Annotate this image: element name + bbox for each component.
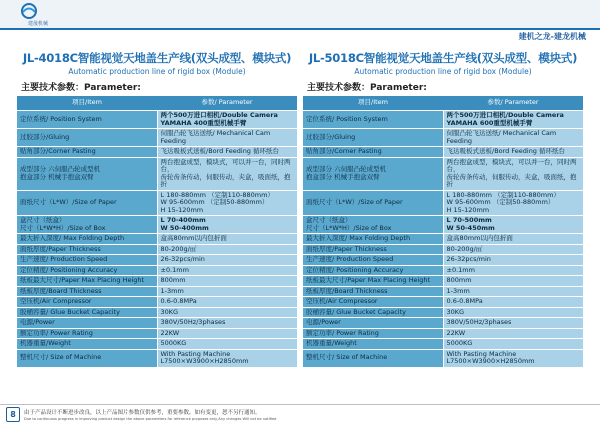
spec-item: 盒尺寸（纸盒） 尺寸（L*W*H）/Size of Box <box>303 216 443 234</box>
spec-table <box>17 96 297 368</box>
table-row <box>17 297 297 308</box>
table-row <box>303 328 583 339</box>
table-row <box>303 297 583 308</box>
table-row <box>17 328 297 339</box>
spec-value: 两个500万进口相机/Double Camera YAMAHA 400重型机械手臂 <box>157 111 297 129</box>
header-parameter: 参数/ Parameter <box>157 96 297 111</box>
panel-subtitle: Automatic production line of rigid box (Module) <box>354 67 532 76</box>
slogan: 建机之龙-建龙机械 <box>518 32 586 41</box>
table-row <box>17 147 297 158</box>
spec-value: ±0.1mm <box>443 265 583 276</box>
params-label: 主要技术参数：Parameter: <box>307 83 427 93</box>
table-row <box>303 147 583 158</box>
spec-table <box>303 96 583 368</box>
table-row <box>303 286 583 297</box>
spec-item: 整机尺寸/ Size of Machine <box>303 349 443 367</box>
spec-item: 最大折入深度/ Max Folding Depth <box>17 234 157 245</box>
spec-item: 机器重量/Weight <box>303 339 443 350</box>
spec-item: 额定功率/ Power Rating <box>17 328 157 339</box>
spec-value: L 180-880mm （定制110-880mm） W 95-600mm （定制50-880mm） H 15-120mm <box>443 190 583 216</box>
panel-subtitle: Automatic production line of rigid box (Module) <box>68 67 246 76</box>
spec-value: 飞达吸板式送板/Bord Feeding 循环纸台 <box>443 147 583 158</box>
spec-value: 5000KG <box>443 339 583 350</box>
panel-title: JL-5018C智能视觉天地盖生产线(双头成型、模块式) <box>308 51 578 65</box>
spec-value: 盒高80mm以内包折面 <box>443 234 583 245</box>
spec-item: 空压机/Air Compressor <box>303 297 443 308</box>
spec-value: 22KW <box>157 328 297 339</box>
spec-item: 过胶部分/Gluing <box>17 129 157 147</box>
spec-item: 空压机/Air Compressor <box>17 297 157 308</box>
spec-item: 盒尺寸（纸盒） 尺寸（L*W*H）/Size of Box <box>17 216 157 234</box>
header-item: 项目/Item <box>303 96 443 111</box>
table-row <box>303 307 583 318</box>
spec-item: 纸板厚度/Board Thickness <box>303 286 443 297</box>
logo-mark-icon <box>12 3 46 21</box>
spec-item: 生产速度/ Production Speed <box>17 255 157 266</box>
spec-value: 1-3mm <box>443 286 583 297</box>
table-row <box>303 129 583 147</box>
table-row <box>17 339 297 350</box>
table-row <box>303 157 583 190</box>
table-row <box>303 255 583 266</box>
spec-value: 30KG <box>157 307 297 318</box>
table-row <box>303 216 583 234</box>
table-row <box>17 307 297 318</box>
spec-item: 纸板厚度/Board Thickness <box>17 286 157 297</box>
table-row <box>17 111 297 129</box>
spec-value: 0.6-0.8MPa <box>157 297 297 308</box>
spec-value: With Pasting Machine L7500×W3900×H2850mm <box>157 349 297 367</box>
brand-logo <box>12 3 46 27</box>
table-row <box>17 255 297 266</box>
table-row <box>303 265 583 276</box>
panel-jl-5018c <box>303 50 583 368</box>
spec-value: 伺服凸轮飞达送纸/ Mechanical Cam Feeding <box>443 129 583 147</box>
spec-item: 电源/Power <box>17 318 157 329</box>
spec-item: 面纸尺寸（L*W）/Size of Paper <box>17 190 157 216</box>
table-row <box>303 318 583 329</box>
spec-value: 两台抱盒成型，模块式，可以并一台，同时两台， 齿轮齿条传动，伺服传动，夹盒，吸面纸，抱折 <box>443 157 583 190</box>
logo-text: 建晟机械 <box>27 21 48 27</box>
spec-value: ±0.1mm <box>157 265 297 276</box>
footnote-en: Due to continuous progress in improving product design the above parameters for reference purposes only,Any changes Will not be notified <box>24 417 277 421</box>
spec-item: 面纸厚度/Paper Thickness <box>17 244 157 255</box>
spec-item: 胶桶容量/ Glue Bucket Capacity <box>17 307 157 318</box>
table-row <box>17 234 297 245</box>
table-row <box>303 339 583 350</box>
table-row <box>17 286 297 297</box>
spec-value: 0.6-0.8MPa <box>443 297 583 308</box>
header-band <box>0 0 600 28</box>
spec-value: 80-200g/㎡ <box>157 244 297 255</box>
table-row <box>17 157 297 190</box>
table-row <box>17 276 297 287</box>
spec-item: 电源/Power <box>303 318 443 329</box>
spec-item: 整机尺寸/ Size of Machine <box>17 349 157 367</box>
table-row <box>17 349 297 367</box>
panel-title: JL-4018C智能视觉天地盖生产线(双头成型、模块式) <box>22 51 292 65</box>
spec-item: 纸板最大尺寸/Paper Max Placing Height <box>303 276 443 287</box>
table-row <box>303 349 583 367</box>
table-row <box>17 244 297 255</box>
table-row <box>17 216 297 234</box>
spec-item: 定位精度/ Positioning Accuracy <box>17 265 157 276</box>
header-rule <box>0 28 600 30</box>
spec-value: With Pasting Machine L7500×W3900×H2850mm <box>443 349 583 367</box>
spec-item: 胶桶容量/ Glue Bucket Capacity <box>303 307 443 318</box>
table-header-row <box>17 96 297 111</box>
spec-value: 380V/50Hz/3phases <box>443 318 583 329</box>
spec-item: 面纸厚度/Paper Thickness <box>303 244 443 255</box>
spec-item: 纸板最大尺寸/Paper Max Placing Height <box>17 276 157 287</box>
header-item: 项目/Item <box>17 96 157 111</box>
table-header-row <box>303 96 583 111</box>
table-row <box>303 111 583 129</box>
params-label: 主要技术参数：Parameter: <box>21 83 141 93</box>
spec-value: 5000KG <box>157 339 297 350</box>
page-number: 8 <box>6 407 20 422</box>
spec-value: 两个500万进口相机/Double Camera YAMAHA 600重型机械手臂 <box>443 111 583 129</box>
spec-value: 伺服凸轮飞达送纸/ Mechanical Cam Feeding <box>157 129 297 147</box>
table-row <box>303 190 583 216</box>
spec-item: 定位系统/ Position System <box>303 111 443 129</box>
spec-item: 定位系统/ Position System <box>17 111 157 129</box>
spec-item: 面纸尺寸（L*W）/Size of Paper <box>303 190 443 216</box>
spec-value: 80-200g/㎡ <box>443 244 583 255</box>
table-row <box>17 129 297 147</box>
spec-item: 机器重量/Weight <box>17 339 157 350</box>
spec-value: 盒高80mm以内包折面 <box>157 234 297 245</box>
spec-value: 22KW <box>443 328 583 339</box>
table-row <box>17 190 297 216</box>
spec-item: 过胶部分/Gluing <box>303 129 443 147</box>
table-row <box>17 318 297 329</box>
spec-item: 贴角部分/Corner Pasting <box>17 147 157 158</box>
spec-value: 26-32pcs/min <box>443 255 583 266</box>
spec-value: 800mm <box>443 276 583 287</box>
spec-item: 定位精度/ Positioning Accuracy <box>303 265 443 276</box>
spec-value: L 180-880mm （定制110-880mm） W 95-600mm （定制50-880mm） H 15-120mm <box>157 190 297 216</box>
spec-item: 生产速度/ Production Speed <box>303 255 443 266</box>
spec-item: 最大折入深度/ Max Folding Depth <box>303 234 443 245</box>
spec-value: L 70-500mm W 50-450mm <box>443 216 583 234</box>
table-row <box>303 276 583 287</box>
spec-value: 800mm <box>157 276 297 287</box>
spec-value: 飞达吸板式送板/Bord Feeding 循环纸台 <box>157 147 297 158</box>
footer-rule <box>0 404 600 405</box>
footnote: 由于产品设计不断进步改良，以上产品图片参数仅供参考，重要参数，如有变更，恕不另行通知。 <box>24 410 261 416</box>
spec-value: 380V/50Hz/3phases <box>157 318 297 329</box>
table-row <box>303 234 583 245</box>
spec-value: 26-32pcs/min <box>157 255 297 266</box>
header-parameter: 参数/ Parameter <box>443 96 583 111</box>
panel-jl-4018c <box>17 50 297 368</box>
spec-item: 成型部分 六伺服凸轮成型机 抱盒部分 机械手抱盒双臂 <box>303 157 443 190</box>
spec-value: 1-3mm <box>157 286 297 297</box>
spec-value: L 70-400mm W 50-400mm <box>157 216 297 234</box>
table-row <box>303 244 583 255</box>
table-row <box>17 265 297 276</box>
spec-item: 额定功率/ Power Rating <box>303 328 443 339</box>
spec-item: 贴角部分/Corner Pasting <box>303 147 443 158</box>
spec-value: 两台抱盒成型，模块式，可以并一台，同时两台， 齿轮齿条传动，伺服传动，夹盒，吸面纸，抱折 <box>157 157 297 190</box>
spec-value: 30KG <box>443 307 583 318</box>
spec-item: 成型部分 六伺服凸轮成型机 抱盒部分 机械手抱盒双臂 <box>17 157 157 190</box>
